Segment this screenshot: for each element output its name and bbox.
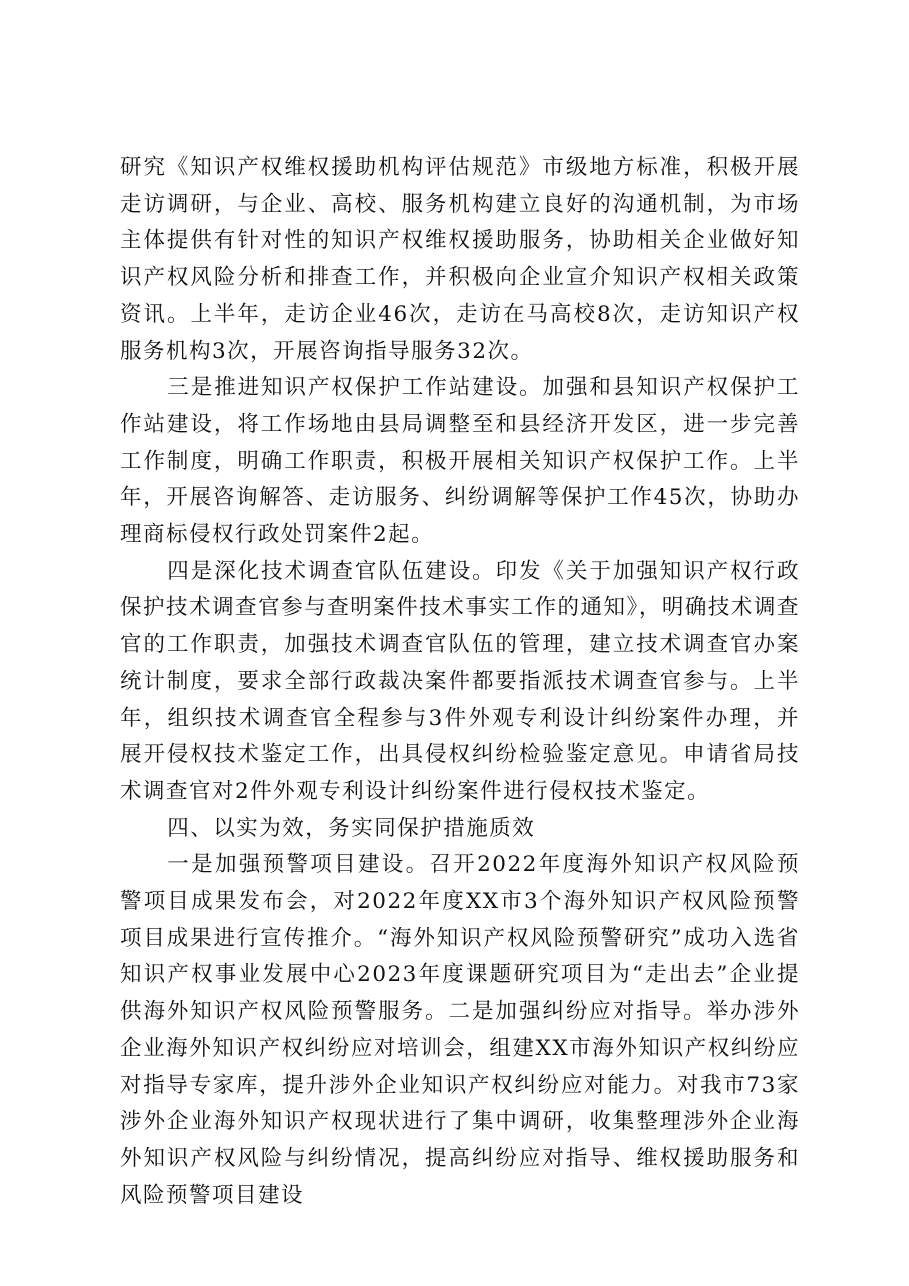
paragraph-early-warning: 一是加强预警项目建设。召开2022年度海外知识产权风险预警项目成果发布会，对2022年度XX市3个海外知识产权风险预警项目成果进行宣传推介。“海外知识产权风险预警研究”成功入选省知识产权事业发展中心2023年度课题研究项目为“走出去”企业提供海外知识产权风险预警服务。二是加强纠纷应对指导。举办涉外企业海外知识产权纠纷应对培训会，组建XX市海外知识产权纠纷应对指导专家库，提升涉外企业知识产权纠纷应对能力。对我市73家涉外企业海外知识产权现状进行了集中调研，收集整理涉外企业海外知识产权风险与纠纷情况，提高纠纷应对指导、维权援助服务和风险预警项目建设 bbox=[120, 852, 800, 1208]
section-heading: 四、以实为效，务实同保护措施质效 bbox=[167, 815, 536, 841]
document-body bbox=[120, 150, 800, 1214]
paragraph-tech-investigator: 四是深化技术调查官队伍建设。印发《关于加强知识产权行政保护技术调查官参与查明案件技术事实工作的通知》，明确技术调查官的工作职责，加强技术调查官队伍的管理，建立技术调查官办案统计制度，要求全部行政裁决案件都要指派技术调查官参与。上半年，组织技术调查官全程参与3件外观专利设计纠纷案件办理，并展开侵权技术鉴定工作，出具侵权纠纷检验鉴定意见。申请省局技术调查官对2件外观专利设计纠纷案件进行侵权技术鉴定。 bbox=[120, 558, 800, 804]
paragraph-workstation: 三是推进知识产权保护工作站建设。加强和县知识产权保护工作站建设，将工作场地由县局调整至和县经济开发区，进一步完善工作制度，明确工作职责，积极开展相关知识产权保护工作。上半年，开展咨询解答、走访服务、纠纷调解等保护工作45次，协助办理商标侵权行政处罚案件2起。 bbox=[120, 375, 800, 548]
paragraph-continued: 研究《知识产权维权援助机构评估规范》市级地方标准，积极开展走访调研，与企业、高校、服务机构建立良好的沟通机制，为市场主体提供有针对性的知识产权维权援助服务，协助相关企业做好知识产权风险分析和排查工作，并积极向企业宣介知识产权相关政策资讯。上半年，走访企业46次，走访在马高校8次，走访知识产权服务机构3次，开展咨询指导服务32次。 bbox=[120, 155, 800, 364]
